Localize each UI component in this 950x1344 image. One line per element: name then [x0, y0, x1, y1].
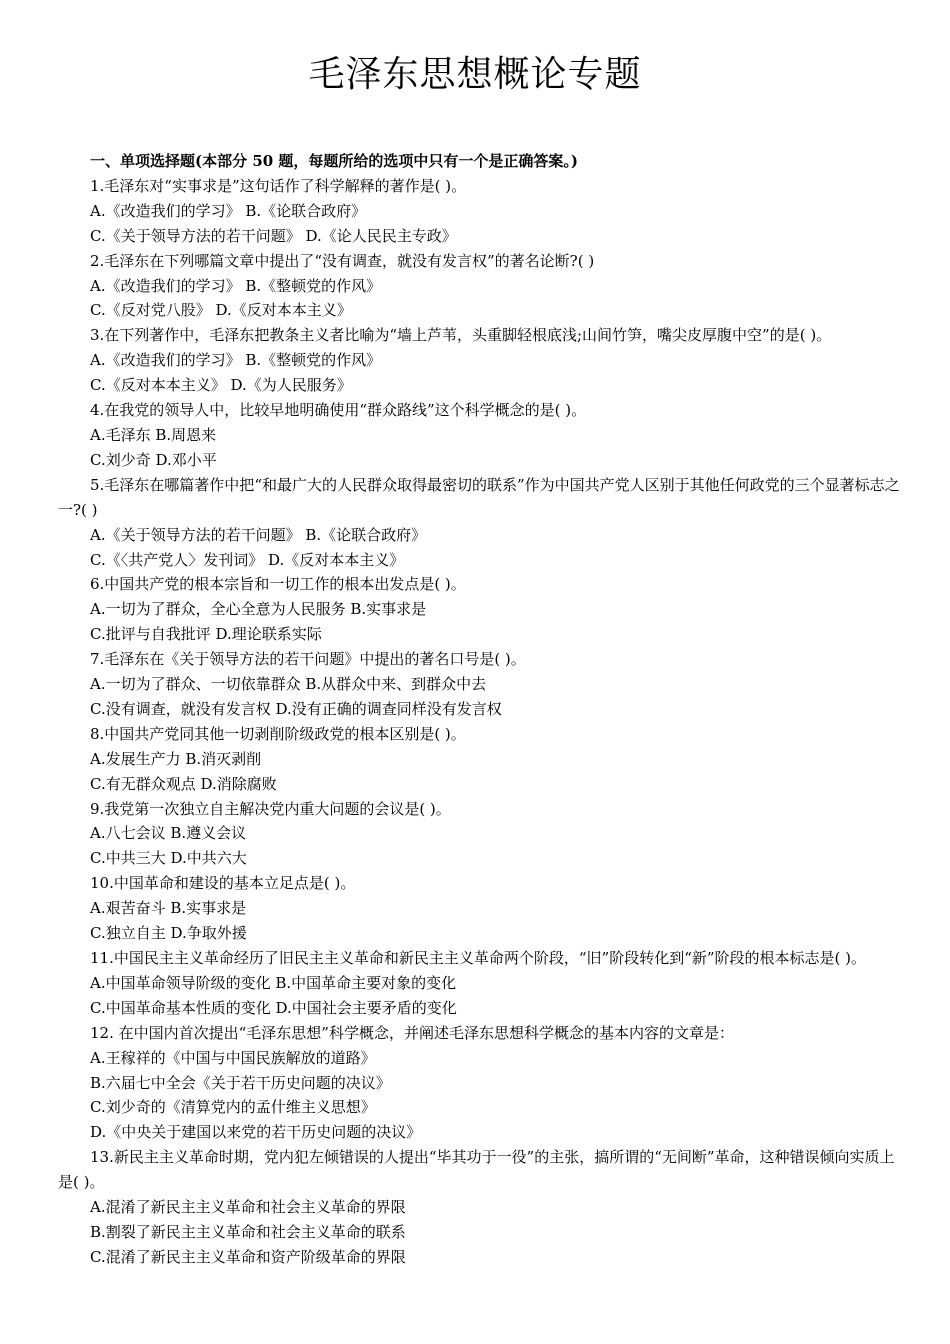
q10-stem: 10.中国革命和建设的基本立足点是( )。 [90, 874, 356, 893]
q4-stem: 4.在我党的领导人中，比较早地明确使用“群众路线”这个科学概念的是( )。 [90, 401, 587, 420]
q4-options-cd: C.刘少奇 D.邓小平 [90, 450, 217, 469]
q1-stem: 1.毛泽东对“实事求是”这句话作了科学解释的著作是( )。 [90, 176, 467, 195]
q13-option-a: A.混淆了新民主主义革命和社会主义革命的界限 [90, 1198, 406, 1217]
q7-options-ab: A.一切为了群众、一切依靠群众 B.从群众中来、到群众中去 [90, 675, 487, 694]
q3-options-ab: A.《改造我们的学习》 B.《整顿党的作风》 [90, 351, 382, 370]
q6-options-ab: A.一切为了群众，全心全意为人民服务 B.实事求是 [90, 600, 427, 619]
q6-stem: 6.中国共产党的根本宗旨和一切工作的根本出发点是( )。 [90, 575, 466, 594]
q5-options-cd: C.《〈共产党人〉发刊词》 D.《反对本本主义》 [90, 550, 405, 569]
q5-stem: 5.毛泽东在哪篇著作中把“和最广大的人民群众取得最密切的联系”作为中国共产党人区别于其他任何政党的三个显著标志之一?( ) [58, 475, 900, 519]
q12-option-a: A.王稼祥的《中国与中国民族解放的道路》 [90, 1048, 376, 1067]
q12-option-d: D.《中央关于建国以来党的若干历史问题的决议》 [90, 1123, 422, 1142]
q5-options-ab: A.《关于领导方法的若干问题》 B.《论联合政府》 [90, 525, 427, 544]
q13-option-b: B.割裂了新民主主义革命和社会主义革命的联系 [90, 1222, 406, 1241]
q2-options-ab: A.《改造我们的学习》 B.《整顿党的作风》 [90, 276, 382, 295]
q1-options-cd: C.《关于领导方法的若干问题》 D.《论人民民主专政》 [90, 226, 457, 245]
q2-options-cd: C.《反对党八股》 D.《反对本本主义》 [90, 301, 352, 320]
q8-options-cd: C.有无群众观点 D.消除腐败 [90, 774, 277, 793]
q9-options-ab: A.八七会议 B.遵义会议 [90, 824, 247, 843]
q11-stem: 11.中国民主主义革命经历了旧民主主义革命和新民主主义革命两个阶段，“旧”阶段转化到“新”阶段的根本标志是( )。 [90, 949, 867, 967]
q13-stem: 13.新民主主义革命时期，党内犯左倾错误的人提出“毕其功于一役”的主张，搞所谓的“无间断”革命，这种错误倾向实质上是( )。 [58, 1148, 895, 1192]
q9-options-cd: C.中共三大 D.中共六大 [90, 849, 247, 868]
q12-option-b: B.六届七中全会《关于若干历史问题的决议》 [90, 1073, 391, 1092]
section-heading: 一、单项选择题(本部分 50 题，每题所给的选项中只有一个是正确答案。) [90, 152, 579, 170]
q13-option-c: C.混淆了新民主主义革命和资产阶级革命的界限 [90, 1247, 406, 1266]
q7-options-cd: C.没有调查，就没有发言权 D.没有正确的调查同样没有发言权 [90, 699, 502, 718]
document-body [58, 149, 908, 1270]
q4-options-ab: A.毛泽东 B.周恩来 [90, 425, 217, 444]
document-title: 毛泽东思想概论专题 [308, 54, 642, 95]
q7-stem: 7.毛泽东在《关于领导方法的若干问题》中提出的著名口号是( )。 [90, 650, 526, 669]
q8-stem: 8.中国共产党同其他一切剥削阶级政党的根本区别是( )。 [90, 724, 466, 743]
q10-options-ab: A.艰苦奋斗 B.实事求是 [90, 899, 247, 918]
q3-options-cd: C.《反对本本主义》 D.《为人民服务》 [90, 376, 352, 395]
q1-options-ab: A.《改造我们的学习》 B.《论联合政府》 [90, 201, 367, 220]
q6-options-cd: C.批评与自我批评 D.理论联系实际 [90, 625, 322, 644]
q2-stem: 2.毛泽东在下列哪篇文章中提出了“没有调查，就没有发言权”的著名论断?( ) [90, 251, 595, 270]
q9-stem: 9.我党第一次独立自主解决党内重大问题的会议是( )。 [90, 799, 451, 818]
q12-stem: 12. 在中国内首次提出“毛泽东思想”科学概念，并阐述毛泽东思想科学概念的基本内容的文章是： [90, 1023, 734, 1042]
q12-option-c: C.刘少奇的《清算党内的孟什维主义思想》 [90, 1098, 376, 1117]
q8-options-ab: A.发展生产力 B.消灭剥削 [90, 749, 262, 768]
q11-options-cd: C.中国革命基本性质的变化 D.中国社会主要矛盾的变化 [90, 998, 457, 1017]
q11-options-ab: A.中国革命领导阶级的变化 B.中国革命主要对象的变化 [90, 973, 457, 992]
q3-stem: 3.在下列著作中，毛泽东把教条主义者比喻为“墙上芦苇，头重脚轻根底浅;山间竹笋，嘴尖皮厚腹中空”的是( )。 [90, 326, 832, 345]
q10-options-cd: C.独立自主 D.争取外援 [90, 924, 247, 943]
